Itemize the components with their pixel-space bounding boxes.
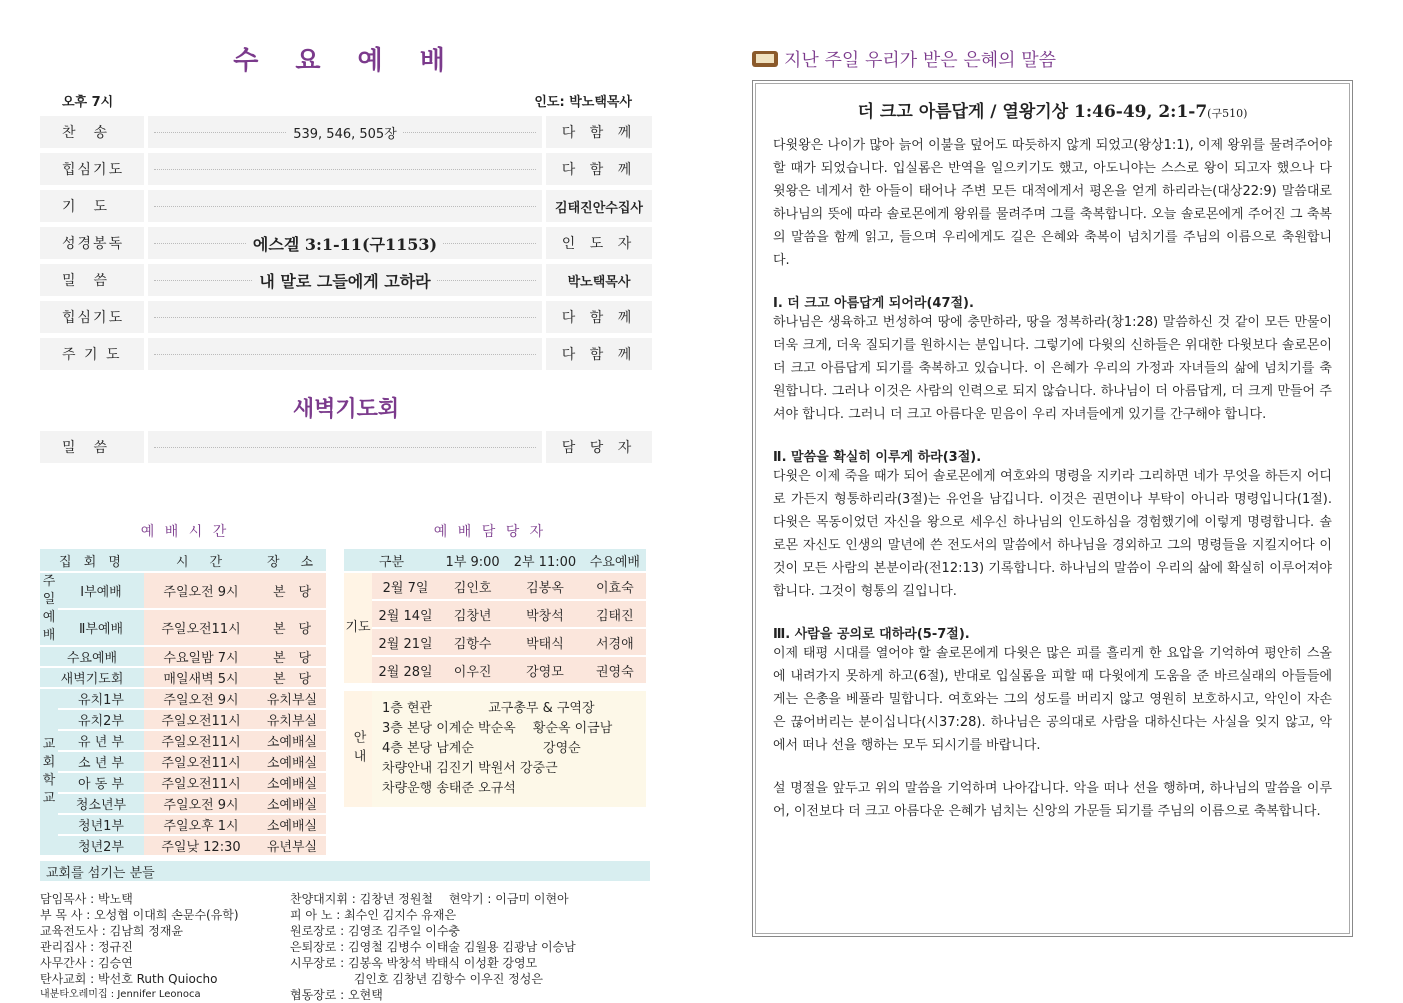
staff-item: 시무장로 : 김봉옥 박창석 박태식 이성환 강영모 [290, 956, 538, 970]
left-page [40, 40, 652, 1003]
cell: 주일오전11시 [144, 773, 258, 792]
cell: 본 당 [258, 573, 326, 608]
cell: 소예배실 [258, 752, 326, 771]
order-person: 박노택목사 [546, 264, 652, 296]
cell: 소예배실 [258, 794, 326, 813]
wednesday-service-title: 수 요 예 배 [233, 46, 459, 76]
table-row [344, 629, 646, 655]
notice-box [344, 691, 646, 807]
staff-item: 부 목 사 : 오성협 이대희 손문수(유학) [40, 908, 239, 922]
order-row [40, 190, 652, 222]
worship-duty-table [344, 547, 646, 685]
worship-schedule-table [40, 547, 326, 857]
staff-item: 피 아 노 : 최수인 김지수 유재은 [290, 908, 457, 922]
order-label: 밀 씀 [40, 431, 144, 463]
cell: 주일오전 9시 [144, 573, 258, 608]
order-content [148, 116, 542, 148]
sermon-section-header [752, 46, 1354, 72]
cell: 김창년 [439, 601, 506, 627]
notice-list [372, 691, 646, 807]
table-row [40, 573, 326, 608]
service-time: 오후 7시 [62, 95, 114, 110]
table-row [40, 610, 326, 645]
sermon-intro: 다윗왕은 나이가 많아 늙어 이불을 덮어도 따듯하지 않게 되었고(왕상1:1), 이제 왕위를 물려주어야 할 때가 되었습니다. 입실롬은 반역을 일으키기도 했고, 아도니야는 스스로 왕이 되고자 했으나 다윗왕은 네게서 한 아들이 태어나 주변 모든 대적에게서 평온을 얻게 하리라는(대상22:9) 말씀대로 하나님의 뜻에 따라 솔로몬에게 왕위를 물려주며 그를 축복합니다. 오늘 솔로몬에게 주어진 그 축복의 말씀을 함께 읽고, 들으며 우리에게도 길은 은혜와 축복이 넘치기를 주님의 이름으로 축원합니다. [773, 138, 1332, 268]
point-heading: Ⅰ. 더 크고 아름답게 되어라(47절). [773, 296, 974, 311]
staff-item: 은퇴장로 : 김영철 김병수 이태술 김월용 김광남 이승남 [290, 940, 576, 954]
order-label: 힙심기도 [40, 153, 144, 185]
table-row [344, 657, 646, 683]
cell: 유치2부 [58, 710, 144, 729]
staff-title: 교회를 섬기는 분들 [40, 861, 650, 881]
cell: 청소년부 [58, 794, 144, 813]
table-row [344, 601, 646, 627]
cell: 김항수 [439, 629, 506, 655]
cell: 유년부실 [258, 836, 326, 855]
table-row [40, 710, 326, 729]
bible-icon [752, 51, 778, 67]
order-row [40, 338, 652, 370]
order-person: 담 당 자 [546, 431, 652, 463]
cell: 박창석 [506, 601, 583, 627]
cell: 유치1부 [58, 689, 144, 708]
sermon-title: 내 말로 그들에게 고하라 [253, 269, 436, 292]
cell: 주일오전 9시 [144, 689, 258, 708]
staff-item: 탄사교회 : 박선호 Ruth Quiocho [40, 972, 218, 986]
staff-col-2 [290, 891, 650, 1003]
cell: 2월 14일 [372, 601, 439, 627]
sermon-heading-text: 더 크고 아름답게 / 열왕기상 1:46-49, 2:1-7 [857, 102, 1208, 122]
service-leader: 인도: 박노택목사 [534, 95, 632, 110]
cell: 서경애 [584, 629, 646, 655]
cell: 김태진 [584, 601, 646, 627]
col-header: 1부 9:00 [439, 549, 506, 571]
staff-item: 사무간사 : 김승연 [40, 956, 133, 970]
cell: 2월 7일 [372, 573, 439, 599]
order-content [148, 153, 542, 185]
col-header: 시 간 [144, 549, 258, 571]
notice-item: 4층 본당 남계순 강영순 [382, 741, 581, 756]
table-row [40, 815, 326, 834]
order-row [40, 116, 652, 148]
notice-item: 3층 본당 이계순 박순옥 황순옥 이금남 [382, 721, 613, 736]
cell: 이효숙 [584, 573, 646, 599]
cell: 본 당 [258, 668, 326, 687]
order-content [148, 338, 542, 370]
right-page [752, 46, 1354, 937]
table-section-labels [40, 521, 652, 541]
staff-item: 김인호 김창년 김항수 이우진 정성은 [290, 972, 543, 986]
cell: 박태식 [506, 629, 583, 655]
cell: 소예배실 [258, 815, 326, 834]
staff-item: 관리집사 : 정규진 [40, 940, 133, 954]
cell: 아 동 부 [58, 773, 144, 792]
cell: 소예배실 [258, 773, 326, 792]
staff-col-1 [40, 891, 290, 1003]
group-label: 교회학교 [40, 689, 58, 855]
dawn-order-row [40, 431, 652, 463]
table-row [40, 647, 326, 666]
sermon-section-title: 지난 주일 우리가 받은 은혜의 말씀 [784, 50, 1057, 71]
cell: 주일오전11시 [144, 752, 258, 771]
scripture-reading: 에스겔 3:1-11(구1153) [247, 232, 443, 255]
group-label: 주일예배 [40, 573, 58, 645]
order-content [148, 301, 542, 333]
cell: Ⅰ부예배 [58, 573, 144, 608]
order-label: 밀 씀 [40, 264, 144, 296]
order-content-text: 539, 546, 505장 [287, 123, 403, 142]
cell: 김인호 [439, 573, 506, 599]
order-label: 기 도 [40, 190, 144, 222]
order-person: 다 함 께 [546, 153, 652, 185]
tables-row [40, 547, 652, 857]
point-heading: Ⅲ. 사람을 공의로 대하라(5-7절). [773, 627, 970, 642]
sermon-heading [773, 97, 1332, 122]
cell: 주일오후 1시 [144, 815, 258, 834]
duty-title: 예 배 담 당 자 [433, 524, 547, 540]
point-body: 다윗은 이제 죽을 때가 되어 솔로몬에게 여호와의 명령을 지키라 그리하면 네가 무엇을 하든지 어디로 가든지 형통하리라(3절)는 유언을 남깁니다. 이것은 권면이나 부탁이 아니라 명령입니다(1절). 다윗은 목동이었던 자신을 왕으로 세우신 하나님의 인도하심을 경험했기에 이렇게 명령합니다. 솔로몬 자신도 인생의 말년에 쓴 전도서의 말씀에서 하나님을 경외하고 그의 명령들을 지킬지어다 이것이 모든 사람의 본분이라(전12:13) 기록합니다. 하나님의 말씀이 우리의 삶에 확실히 이루어져야 합니다. 그것이 형통의 길입니다. [773, 469, 1332, 599]
col-header: 장 소 [258, 549, 326, 571]
cell: 주일낮 12:30 [144, 836, 258, 855]
staff-item: 협동장로 : 오현택 [290, 988, 383, 1002]
cell: 이우진 [439, 657, 506, 683]
table-row [40, 773, 326, 792]
order-row [40, 301, 652, 333]
group-label: 기도 [344, 573, 372, 683]
table-row [40, 731, 326, 750]
cell: 권영숙 [584, 657, 646, 683]
order-person: 다 함 께 [546, 116, 652, 148]
order-person: 다 함 께 [546, 338, 652, 370]
table-row [40, 794, 326, 813]
cell: 소 년 부 [58, 752, 144, 771]
cell: 본 당 [258, 647, 326, 666]
order-content [148, 227, 542, 259]
col-header: 2부 11:00 [506, 549, 583, 571]
sermon-closing: 설 명절을 앞두고 위의 말씀을 기억하며 나아갑니다. 악을 떠나 선을 행하며, 하나님의 말씀을 이루어, 이전보다 더 크고 아름다운 은혜가 넘치는 신앙의 가문들 되기를 주님의 이름으로 축복합니다. [773, 781, 1332, 819]
order-of-worship [40, 116, 652, 370]
cell: 본 당 [258, 610, 326, 645]
service-meta [40, 91, 652, 110]
cell: 주일오전11시 [144, 731, 258, 750]
point-body: 하나님은 생육하고 번성하여 땅에 충만하라, 땅을 정복하라(창1:28) 말씀하신 것 같이 모든 만물이 더욱 크게, 더욱 질되기를 원하시는 분입니다. 그렇기에 다윗의 신하들은 위대한 다윗보다 솔로몬이 더 크고 아름답게 되기를 축복하고 있습니다. 이 은혜가 우리의 가정과 자녀들의 삶에 넘치기를 축원합니다. 그러나 이것은 사람의 인력으로 되지 않습니다. 하나님이 더 아름답게, 더 크게 만들어 주셔야 합니다. 그러니 더 크고 아름다운 믿음이 우리 자녀들에게 있기를 간구해야 합니다. [773, 315, 1332, 422]
cell: 소예배실 [258, 731, 326, 750]
cell: 유치부실 [258, 710, 326, 729]
table-header-row [40, 549, 326, 571]
cell: 유 년 부 [58, 731, 144, 750]
sermon-box [752, 80, 1353, 937]
staff-item: 담임목사 : 박노택 [40, 892, 133, 906]
cell: 2월 28일 [372, 657, 439, 683]
order-row [40, 227, 652, 259]
cell: 주일오전 9시 [144, 794, 258, 813]
cell: 유치부실 [258, 689, 326, 708]
order-person: 김태진안수집사 [546, 190, 652, 222]
staff-item: 원로장로 : 김영조 김주일 이수충 [290, 924, 460, 938]
order-row [40, 264, 652, 296]
table-row [40, 689, 326, 708]
cell: 청년2부 [58, 836, 144, 855]
cell: 청년1부 [58, 815, 144, 834]
order-content [148, 190, 542, 222]
col-header: 집 회 명 [40, 549, 144, 571]
staff-item: 교육전도사 : 김남희 정재윤 [40, 924, 183, 938]
order-person: 인 도 자 [546, 227, 652, 259]
order-row [40, 153, 652, 185]
order-content [148, 431, 542, 463]
point-body: 이제 태평 시대를 열어야 할 솔로몬에게 다윗은 많은 피를 흘리게 한 요압을 기억하여 평안히 스올에 내려가지 못하게 하고(6절), 반대로 입실롬을 피할 때 다윗에게 도움을 준 바르실래의 아들들에게는 은총을 베풀라 밀합니다. 여호와는 그의 성도를 버리지 않고 영원히 보호하시고, 악인이 자손은 끊어버리는 분이십니다(시37:28). 하나님은 공의대로 사람을 대하신다는 사실을 잊지 않고, 악에서 떠나 선을 행하는 모두 되시기를 바랍니다. [773, 646, 1332, 753]
cell: 수요일밤 7시 [144, 647, 258, 666]
cell: 강영모 [506, 657, 583, 683]
order-label: 성경봉독 [40, 227, 144, 259]
notice-item: 차량운행 송태준 오규석 [382, 781, 516, 796]
cell: 2월 21일 [372, 629, 439, 655]
staff-list [40, 891, 652, 1003]
table-header-row [344, 549, 646, 571]
notice-item: 1층 현관 교구총무 & 구역장 [382, 701, 595, 716]
table-row [344, 573, 646, 599]
cell: 수요예배 [40, 647, 144, 666]
table-row [40, 668, 326, 687]
cell: 김봉옥 [506, 573, 583, 599]
order-label: 주 기 도 [40, 338, 144, 370]
point-heading: Ⅱ. 말씀을 확실히 이루게 하라(3절). [773, 450, 982, 465]
table-row [40, 836, 326, 855]
notice-label: 안내 [344, 691, 372, 807]
notice-item: 차량안내 김진기 박원서 강중근 [382, 761, 558, 776]
cell: Ⅱ부예배 [58, 610, 144, 645]
sermon-heading-ref: (구510) [1207, 107, 1248, 120]
cell: 주일오전11시 [144, 610, 258, 645]
duty-column [344, 547, 646, 857]
order-person: 다 함 께 [546, 301, 652, 333]
cell: 주일오전11시 [144, 710, 258, 729]
table-row [40, 752, 326, 771]
col-header: 수요예배 [584, 549, 646, 571]
schedule-title: 예 배 시 간 [140, 524, 230, 540]
cell: 매일새벽 5시 [144, 668, 258, 687]
order-label: 힙심기도 [40, 301, 144, 333]
staff-item: 찬양대지휘 : 김창년 정원철 현악기 : 이금미 이현아 [290, 892, 569, 906]
cell: 새벽기도회 [40, 668, 144, 687]
order-label: 찬 송 [40, 116, 144, 148]
dawn-prayer-title: 새벽기도회 [292, 397, 400, 422]
col-header: 구분 [344, 549, 439, 571]
order-content [148, 264, 542, 296]
staff-item: 내분타오레미집 : Jennifer Leonoca [40, 989, 201, 1000]
